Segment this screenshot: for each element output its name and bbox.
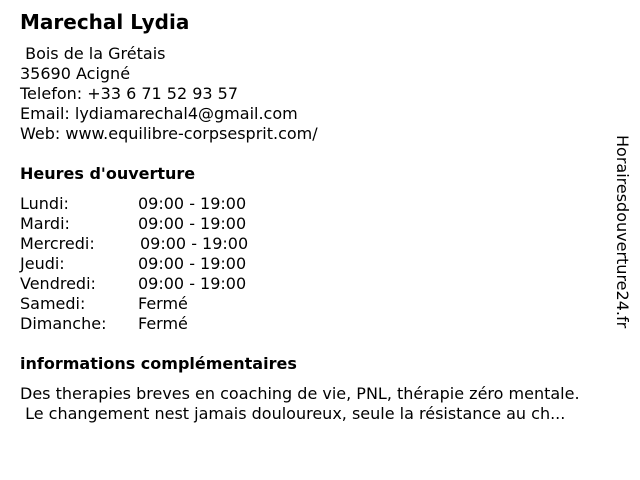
site-watermark-text: Horairesdouverture24.fr [613, 135, 632, 329]
hours-row-thursday [20, 254, 340, 274]
hours-row-wednesday [20, 234, 340, 254]
opening-hours-heading: Heures d'ouverture [20, 164, 196, 183]
site-watermark [612, 135, 632, 345]
hours-day-label: Dimanche: [20, 314, 107, 333]
address-street: Bois de la Grétais [20, 44, 166, 63]
phone-line: Telefon: +33 6 71 52 93 57 [20, 84, 239, 103]
description-line-1: Des therapies breves en coaching de vie, PNL, thérapie zéro mentale. [20, 384, 580, 403]
hours-row-saturday [20, 294, 340, 314]
email-line: Email: lydiamarechal4@gmail.com [20, 104, 298, 123]
description-line-2: Le changement nest jamais douloureux, seule la résistance au ch... [20, 404, 566, 423]
hours-row-monday [20, 194, 340, 214]
hours-time-value: 09:00 - 19:00 [138, 254, 247, 273]
hours-time-value: Fermé [138, 294, 188, 313]
hours-day-label: Mercredi: [20, 234, 95, 253]
hours-time-value: Fermé [138, 314, 188, 333]
hours-day-label: Samedi: [20, 294, 86, 313]
hours-row-sunday [20, 314, 340, 334]
hours-time-value: 09:00 - 19:00 [138, 274, 247, 293]
hours-day-label: Vendredi: [20, 274, 96, 293]
hours-row-friday [20, 274, 340, 294]
hours-day-label: Lundi: [20, 194, 69, 213]
hours-time-value: 09:00 - 19:00 [140, 234, 249, 253]
hours-time-value: 09:00 - 19:00 [138, 214, 247, 233]
business-name: Marechal Lydia [20, 10, 190, 34]
hours-day-label: Jeudi: [20, 254, 65, 273]
hours-row-tuesday [20, 214, 340, 234]
additional-info-heading: informations complémentaires [20, 354, 297, 373]
hours-day-label: Mardi: [20, 214, 70, 233]
hours-time-value: 09:00 - 19:00 [138, 194, 247, 213]
web-line: Web: www.equilibre-corpsesprit.com/ [20, 124, 318, 143]
address-city: 35690 Acigné [20, 64, 131, 83]
